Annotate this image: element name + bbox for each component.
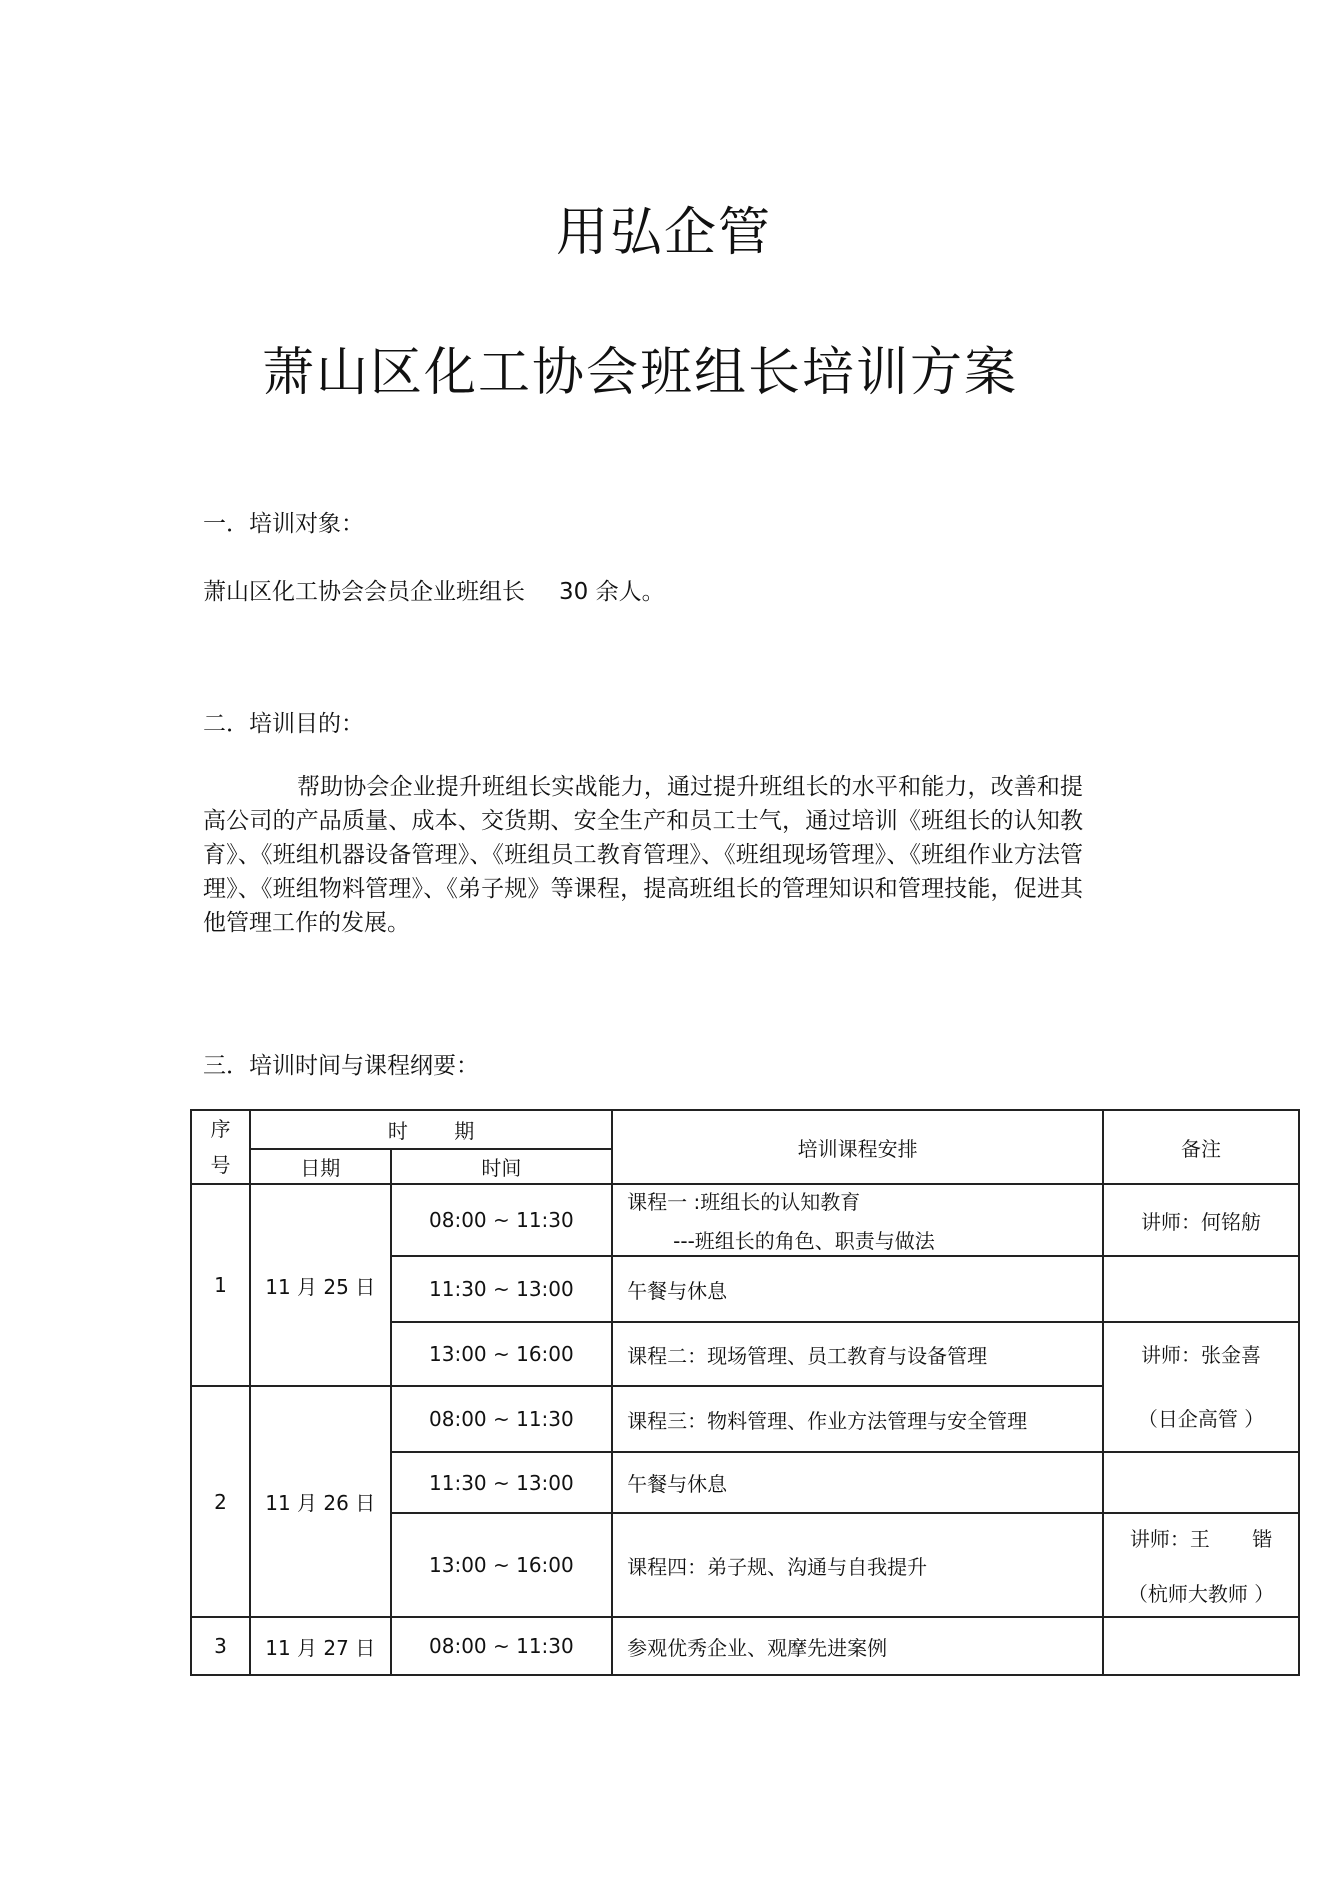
- row4-time: 08:00 ~ 11:30: [391, 1386, 613, 1452]
- table-header-row: [191, 1110, 1299, 1149]
- row1-course-sub: ---班组长的角色、职责与做法: [673, 1229, 935, 1253]
- section1-content-number: 30 余人。: [559, 579, 665, 605]
- row1-course: [612, 1184, 1103, 1256]
- row2-course: 午餐与休息: [612, 1256, 1103, 1322]
- row5-course: 午餐与休息: [612, 1452, 1103, 1513]
- row7-seq: 3: [191, 1617, 250, 1675]
- row2-note: [1103, 1256, 1299, 1322]
- row3-time: 13:00 ~ 16:00: [391, 1322, 613, 1386]
- header-time: 时间: [391, 1149, 613, 1184]
- section1-content: [203, 573, 665, 606]
- row6-note-lecturer: 讲师：王 锴: [1129, 1527, 1273, 1551]
- row7-time: 08:00 ~ 11:30: [391, 1617, 613, 1675]
- row7-course: 参观优秀企业、观摩先进案例: [612, 1617, 1103, 1675]
- header-course: 培训课程安排: [612, 1110, 1103, 1184]
- row7-note: [1103, 1617, 1299, 1675]
- section2-heading: 二．培训目的：: [203, 711, 364, 737]
- document-subtitle: 萧山区化工协会班组长培训方案: [261, 343, 1018, 403]
- row4-seq: 2: [191, 1386, 250, 1617]
- row3-note: [1103, 1322, 1299, 1452]
- row1-date: 11 月 25 日: [250, 1184, 391, 1386]
- header-date: 日期: [250, 1149, 391, 1184]
- table-row: [191, 1617, 1299, 1675]
- row6-note: [1103, 1513, 1299, 1617]
- row4-course: 课程三：物料管理、作业方法管理与安全管理: [612, 1386, 1103, 1452]
- row3-note-title: （日企高管 ）: [1137, 1407, 1265, 1431]
- header-note: 备注: [1103, 1110, 1299, 1184]
- row1-seq: 1: [191, 1184, 250, 1386]
- row3-course: 课程二：现场管理、员工教育与设备管理: [612, 1322, 1103, 1386]
- section1-content-prefix: 萧山区化工协会会员企业班组长: [203, 579, 525, 605]
- section3-heading: 三．培训时间与课程纲要：: [203, 1053, 479, 1079]
- row6-note-title: （杭师大教师 ）: [1127, 1582, 1275, 1606]
- header-seq: 序号: [191, 1110, 250, 1184]
- row6-time: 13:00 ~ 16:00: [391, 1513, 613, 1617]
- row5-time: 11:30 ~ 13:00: [391, 1452, 613, 1513]
- document-title: 用弘企管: [555, 203, 772, 263]
- row1-time: 08:00 ~ 11:30: [391, 1184, 613, 1256]
- row1-note: 讲师：何铭舫: [1103, 1184, 1299, 1256]
- section2-paragraph: 帮助协会企业提升班组长实战能力，通过提升班组长的水平和能力，改善和提高公司的产品质量、成本、交货期、安全生产和员工士气，通过培训《班组长的认知教育》、《班组机器设备管理》、《班组员工教育管理》、《班组现场管理》、《班组作业方法管理》、《班组物料管理》、《弟子规》等课程，提高班组长的管理知识和管理技能，促进其他管理工作的发展。: [203, 774, 1083, 936]
- row2-time: 11:30 ~ 13:00: [391, 1256, 613, 1322]
- section1-heading: 一．培训对象：: [203, 511, 364, 537]
- row5-note: [1103, 1452, 1299, 1513]
- row4-date: 11 月 26 日: [250, 1386, 391, 1617]
- schedule-table: [190, 1109, 1300, 1676]
- table-row: [191, 1184, 1299, 1256]
- row7-date: 11 月 27 日: [250, 1617, 391, 1675]
- row3-note-lecturer: 讲师：张金喜: [1141, 1343, 1262, 1367]
- row6-course: 课程四：弟子规、沟通与自我提升: [612, 1513, 1103, 1617]
- header-period: 时 期: [250, 1110, 612, 1149]
- row1-course-title: 课程一 :班组长的认知教育: [627, 1190, 861, 1214]
